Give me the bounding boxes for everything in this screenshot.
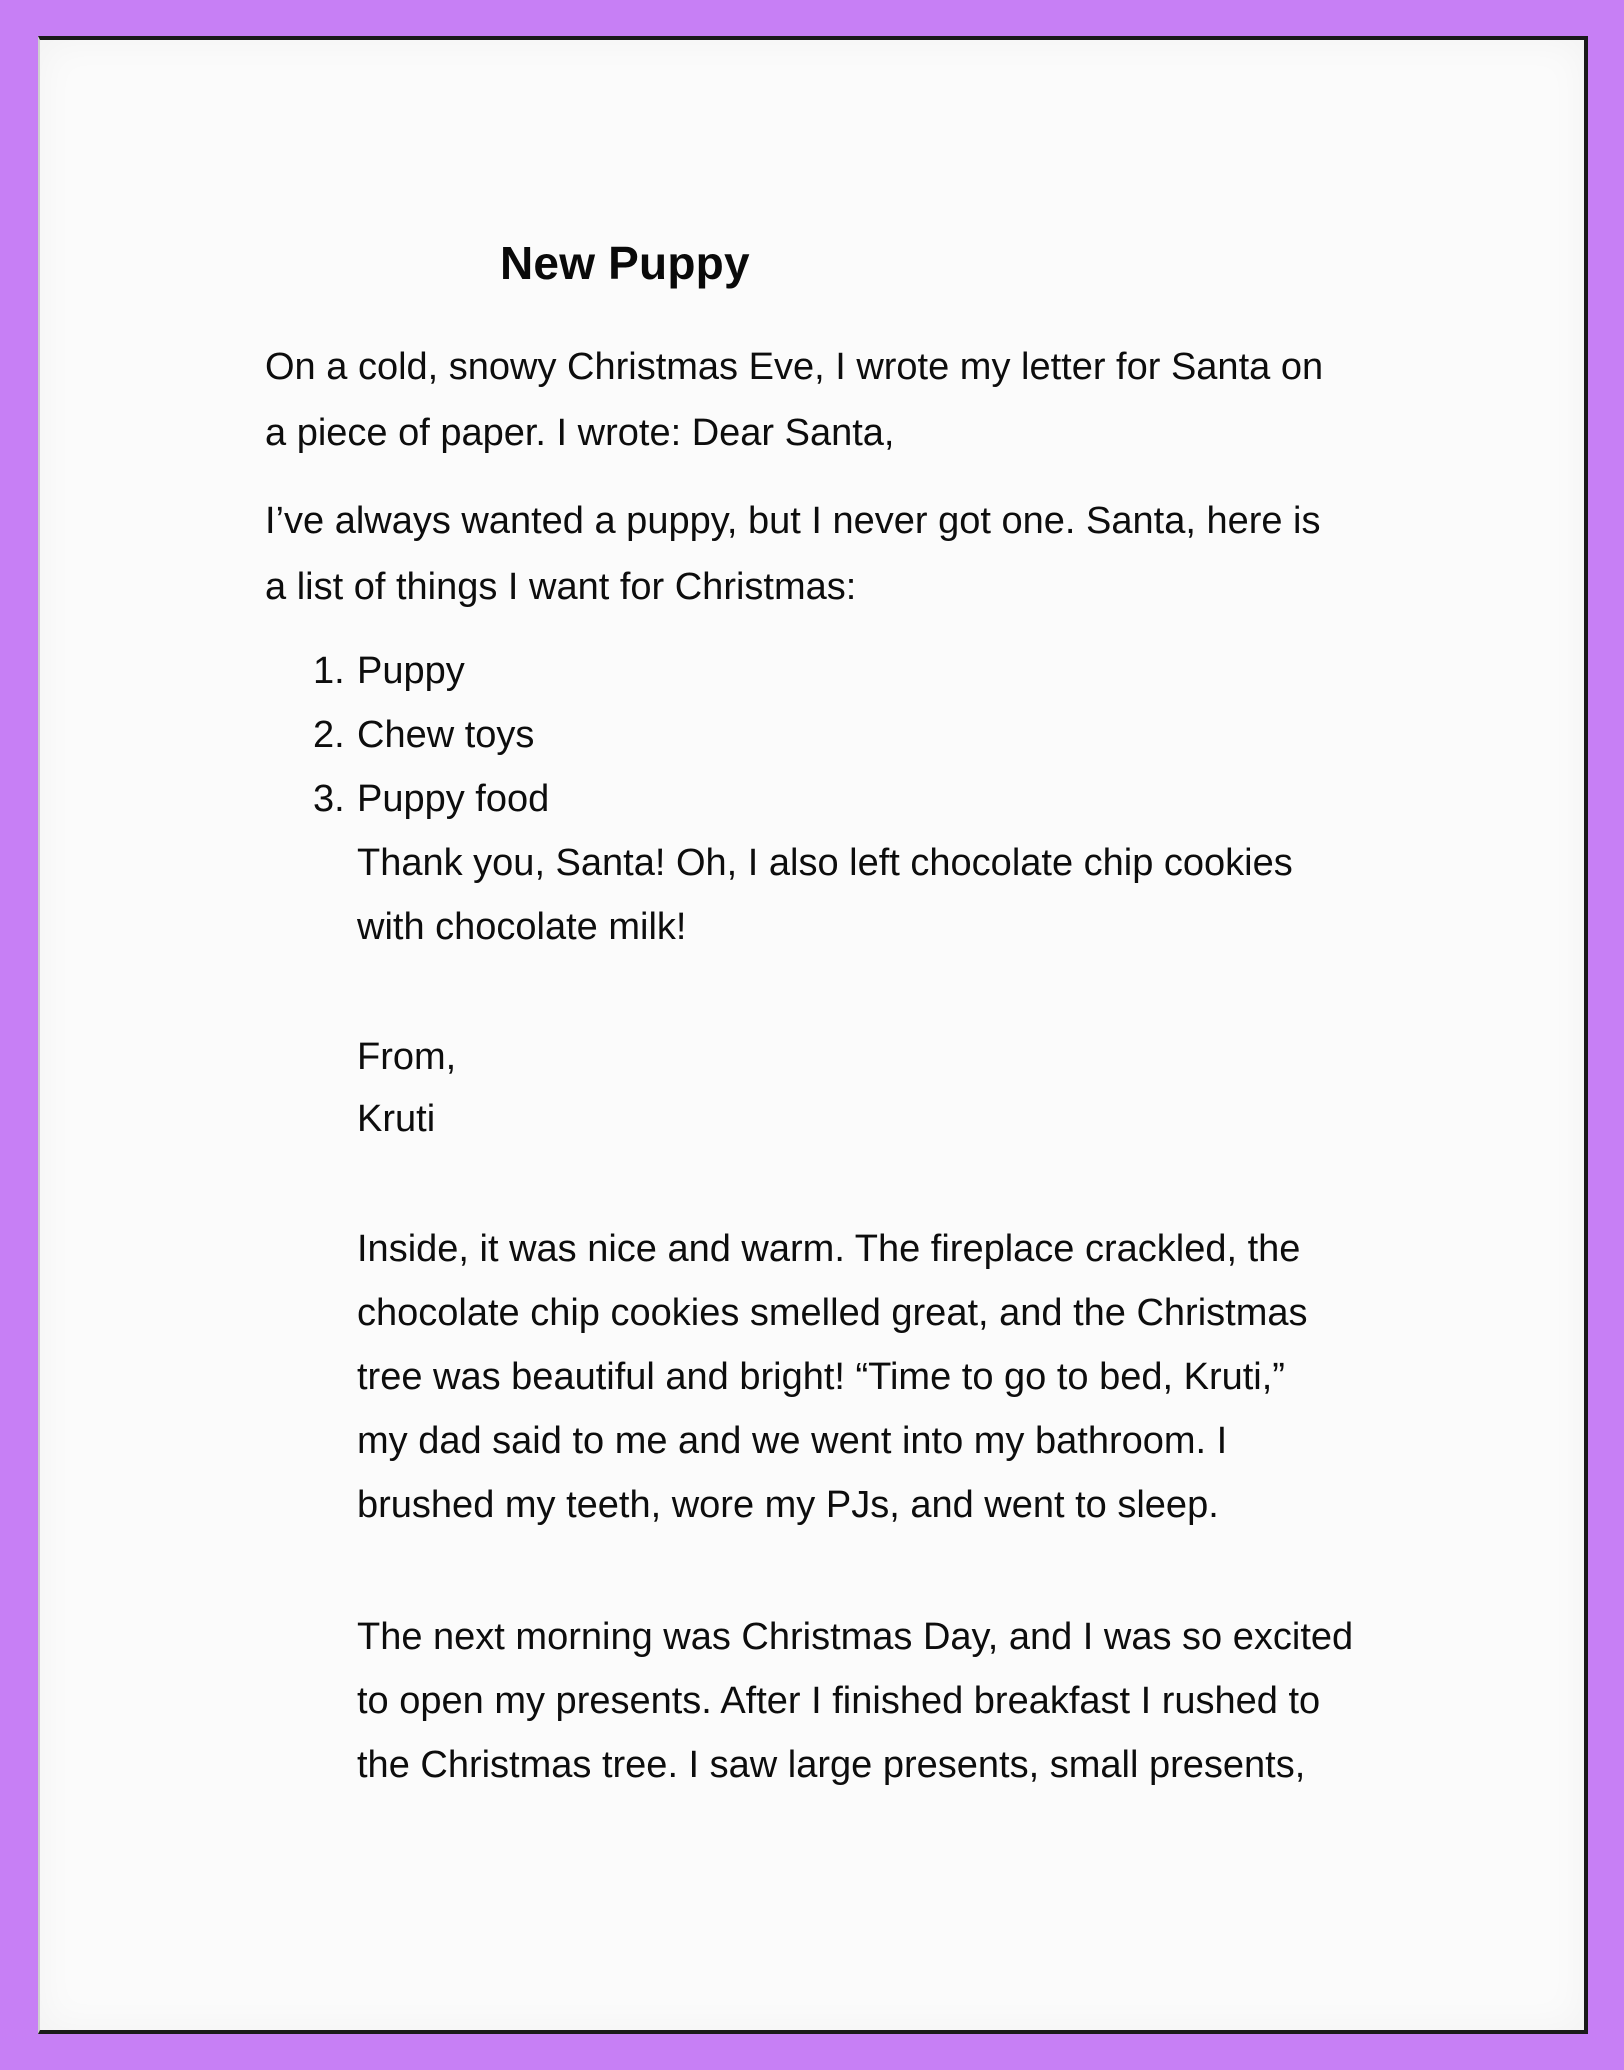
page-title: New Puppy <box>500 237 750 289</box>
inside-line-4: my dad said to me and we went into my bathroom. I <box>357 1420 1228 1462</box>
signoff: From, <box>357 1036 457 1078</box>
morning-line-3: the Christmas tree. I saw large presents, small presents, <box>357 1744 1306 1786</box>
morning-line-2: to open my presents. After I finished breakfast I rushed to <box>357 1680 1321 1722</box>
inside-line-5: brushed my teeth, wore my PJs, and went to sleep. <box>357 1484 1219 1526</box>
list-item <box>313 652 465 690</box>
list-item-number: 1. <box>313 650 345 692</box>
list-item-text: Chew toys <box>357 714 535 756</box>
thanks-line-1: Thank you, Santa! Oh, I also left chocolate chip cookies <box>357 842 1293 884</box>
list-item-number: 2. <box>313 714 345 756</box>
letter-line-1: I’ve always wanted a puppy, but I never got one. Santa, here is <box>265 500 1321 542</box>
signature: Kruti <box>357 1098 436 1140</box>
letter-line-2: a list of things I want for Christmas: <box>265 566 857 608</box>
morning-line-1: The next morning was Christmas Day, and I was so excited <box>357 1616 1354 1658</box>
list-item <box>313 780 549 818</box>
intro-line-1: On a cold, snowy Christmas Eve, I wrote my letter for Santa on <box>265 346 1324 388</box>
inside-line-2: chocolate chip cookies smelled great, and the Christmas <box>357 1292 1308 1334</box>
paper-page <box>38 36 1588 2034</box>
list-item <box>313 716 534 754</box>
list-item-text: Puppy <box>357 650 465 692</box>
thanks-line-2: with chocolate milk! <box>357 906 687 948</box>
list-item-number: 3. <box>313 778 345 820</box>
inside-line-3: tree was beautiful and bright! “Time to go to bed, Kruti,” <box>357 1356 1285 1398</box>
inside-line-1: Inside, it was nice and warm. The fireplace crackled, the <box>357 1228 1301 1270</box>
list-item-text: Puppy food <box>357 778 550 820</box>
intro-line-2: a piece of paper. I wrote: Dear Santa, <box>265 412 895 454</box>
